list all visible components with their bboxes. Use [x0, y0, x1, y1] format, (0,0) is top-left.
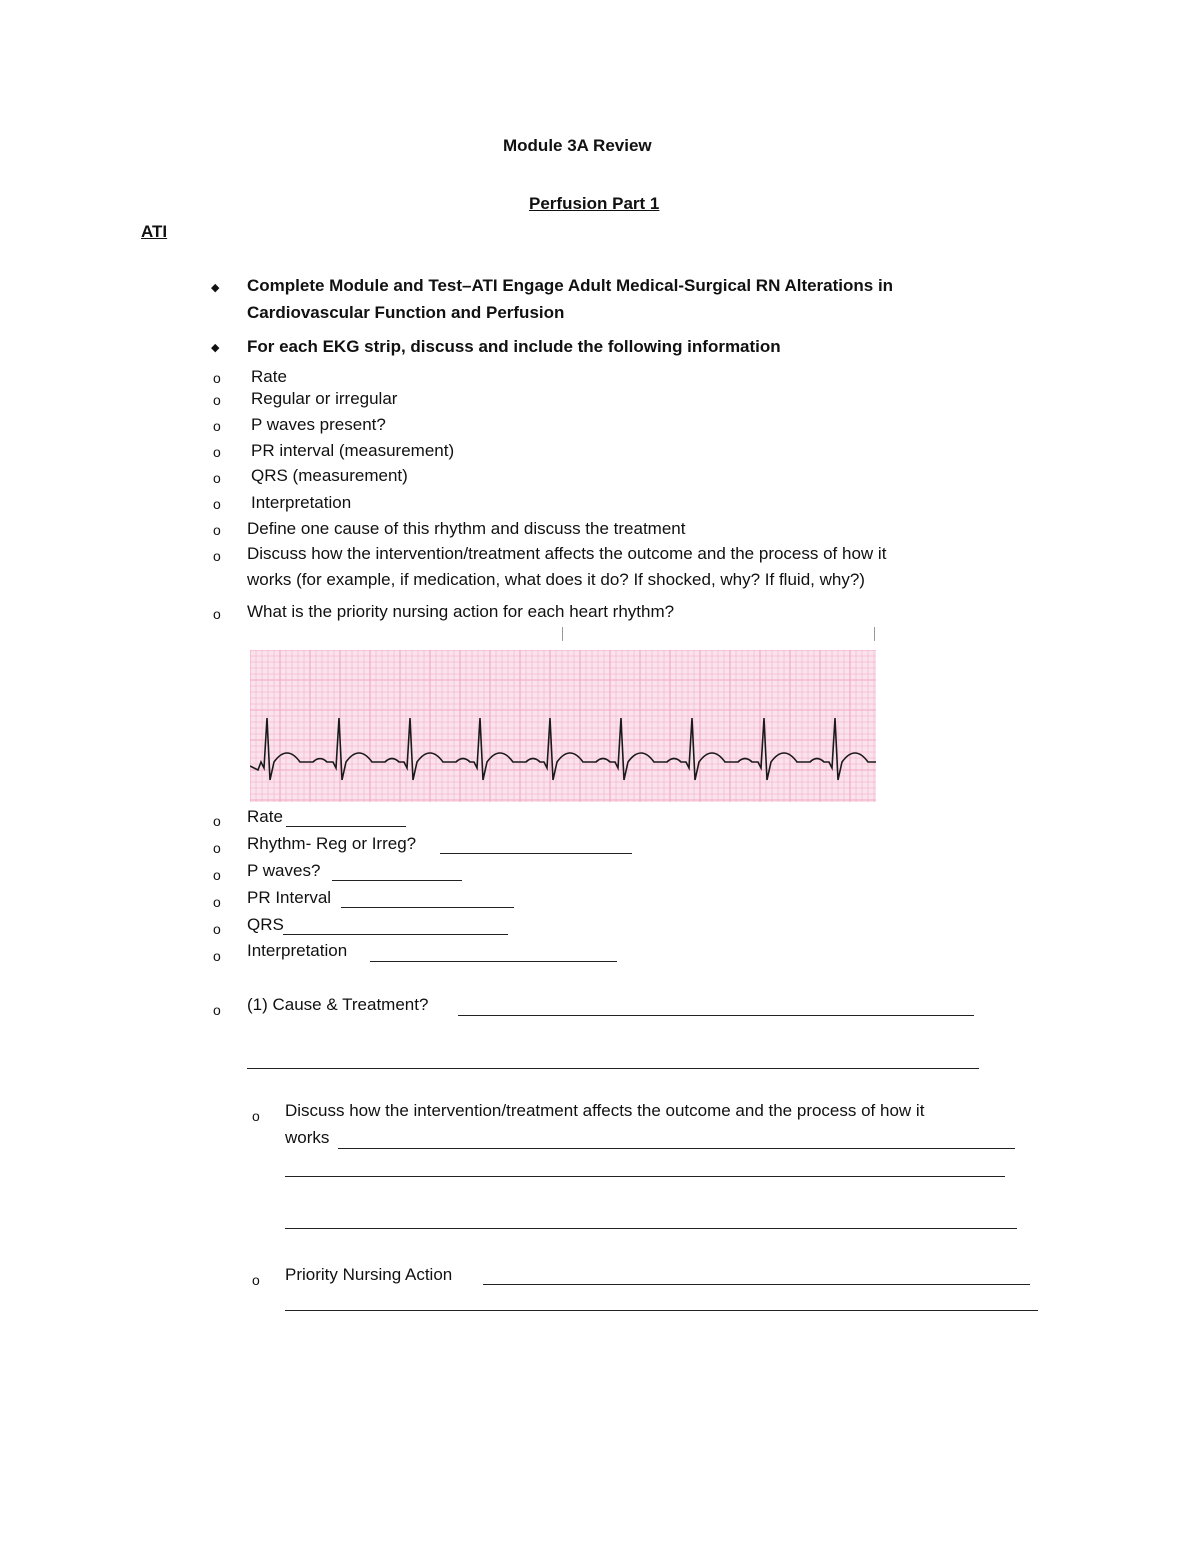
- circle-bullet-icon: o: [213, 867, 221, 883]
- bullet-text: Complete Module and Test–ATI Engage Adult Medical-Surgical RN Alterations in: [247, 276, 894, 295]
- field-label: PR Interval: [247, 888, 332, 907]
- field-label-continued: works: [285, 1128, 330, 1147]
- rate-answer-line[interactable]: [286, 826, 406, 827]
- circle-bullet-icon: o: [213, 948, 221, 964]
- circle-bullet-icon: o: [213, 813, 221, 829]
- circle-bullet-icon: o: [213, 921, 221, 937]
- qrs-answer-line[interactable]: [283, 934, 508, 935]
- field-label: Rate: [247, 807, 283, 826]
- field-label: Discuss how the intervention/treatment affects the outcome and the process of how it: [285, 1101, 925, 1120]
- cause-answer-line-2[interactable]: [247, 1068, 979, 1069]
- list-item: Interpretation: [251, 493, 352, 512]
- list-item: Discuss how the intervention/treatment affects the outcome and the process of how it: [247, 544, 887, 563]
- circle-bullet-icon: o: [213, 418, 221, 434]
- cause-answer-line[interactable]: [458, 1015, 974, 1016]
- list-item-continued: works (for example, if medication, what does it do? If shocked, why? If fluid, why?): [247, 570, 865, 589]
- discuss-answer-line[interactable]: [338, 1148, 1015, 1149]
- circle-bullet-icon: o: [213, 894, 221, 910]
- section-heading: ATI: [141, 222, 168, 241]
- list-item: Rate: [251, 367, 287, 386]
- diamond-bullet-icon: ◆: [211, 282, 220, 294]
- discuss-answer-line-2[interactable]: [285, 1176, 1005, 1177]
- discuss-answer-line-3[interactable]: [285, 1228, 1017, 1229]
- circle-bullet-icon: o: [213, 606, 221, 622]
- list-item: Regular or irregular: [251, 389, 398, 408]
- list-item: PR interval (measurement): [251, 441, 455, 460]
- list-item: P waves present?: [251, 415, 386, 434]
- circle-bullet-icon: o: [213, 522, 221, 538]
- circle-bullet-icon: o: [213, 496, 221, 512]
- field-label: QRS: [247, 915, 284, 934]
- circle-bullet-icon: o: [213, 392, 221, 408]
- list-item: What is the priority nursing action for each heart rhythm?: [247, 602, 675, 621]
- list-item: QRS (measurement): [251, 466, 408, 485]
- circle-bullet-icon: o: [213, 840, 221, 856]
- ekg-strip-image: [250, 650, 876, 802]
- circle-bullet-icon: o: [252, 1272, 260, 1288]
- list-item: Define one cause of this rhythm and discuss the treatment: [247, 519, 686, 538]
- priority-answer-line[interactable]: [483, 1284, 1030, 1285]
- circle-bullet-icon: o: [213, 548, 221, 564]
- crop-tick: [874, 627, 875, 641]
- bullet-text: For each EKG strip, discuss and include the following information: [247, 337, 781, 356]
- diamond-bullet-icon: ◆: [211, 342, 220, 354]
- field-label: Priority Nursing Action: [285, 1265, 453, 1284]
- field-label: Interpretation: [247, 941, 348, 960]
- page-title: Module 3A Review: [503, 136, 652, 155]
- bullet-text: Cardiovascular Function and Perfusion: [247, 303, 565, 322]
- circle-bullet-icon: o: [213, 1002, 221, 1018]
- field-label: (1) Cause & Treatment?: [247, 995, 429, 1014]
- page-subtitle: Perfusion Part 1: [529, 194, 660, 213]
- circle-bullet-icon: o: [213, 370, 221, 386]
- ekg-grid-background: [250, 650, 876, 802]
- rhythm-answer-line[interactable]: [440, 853, 632, 854]
- circle-bullet-icon: o: [213, 470, 221, 486]
- field-label: P waves?: [247, 861, 321, 880]
- pr-interval-answer-line[interactable]: [341, 907, 514, 908]
- priority-answer-line-2[interactable]: [285, 1310, 1038, 1311]
- crop-tick: [562, 627, 563, 641]
- circle-bullet-icon: o: [252, 1108, 260, 1124]
- interpretation-answer-line[interactable]: [370, 961, 617, 962]
- p-waves-answer-line[interactable]: [332, 880, 462, 881]
- field-label: Rhythm- Reg or Irreg?: [247, 834, 417, 853]
- circle-bullet-icon: o: [213, 444, 221, 460]
